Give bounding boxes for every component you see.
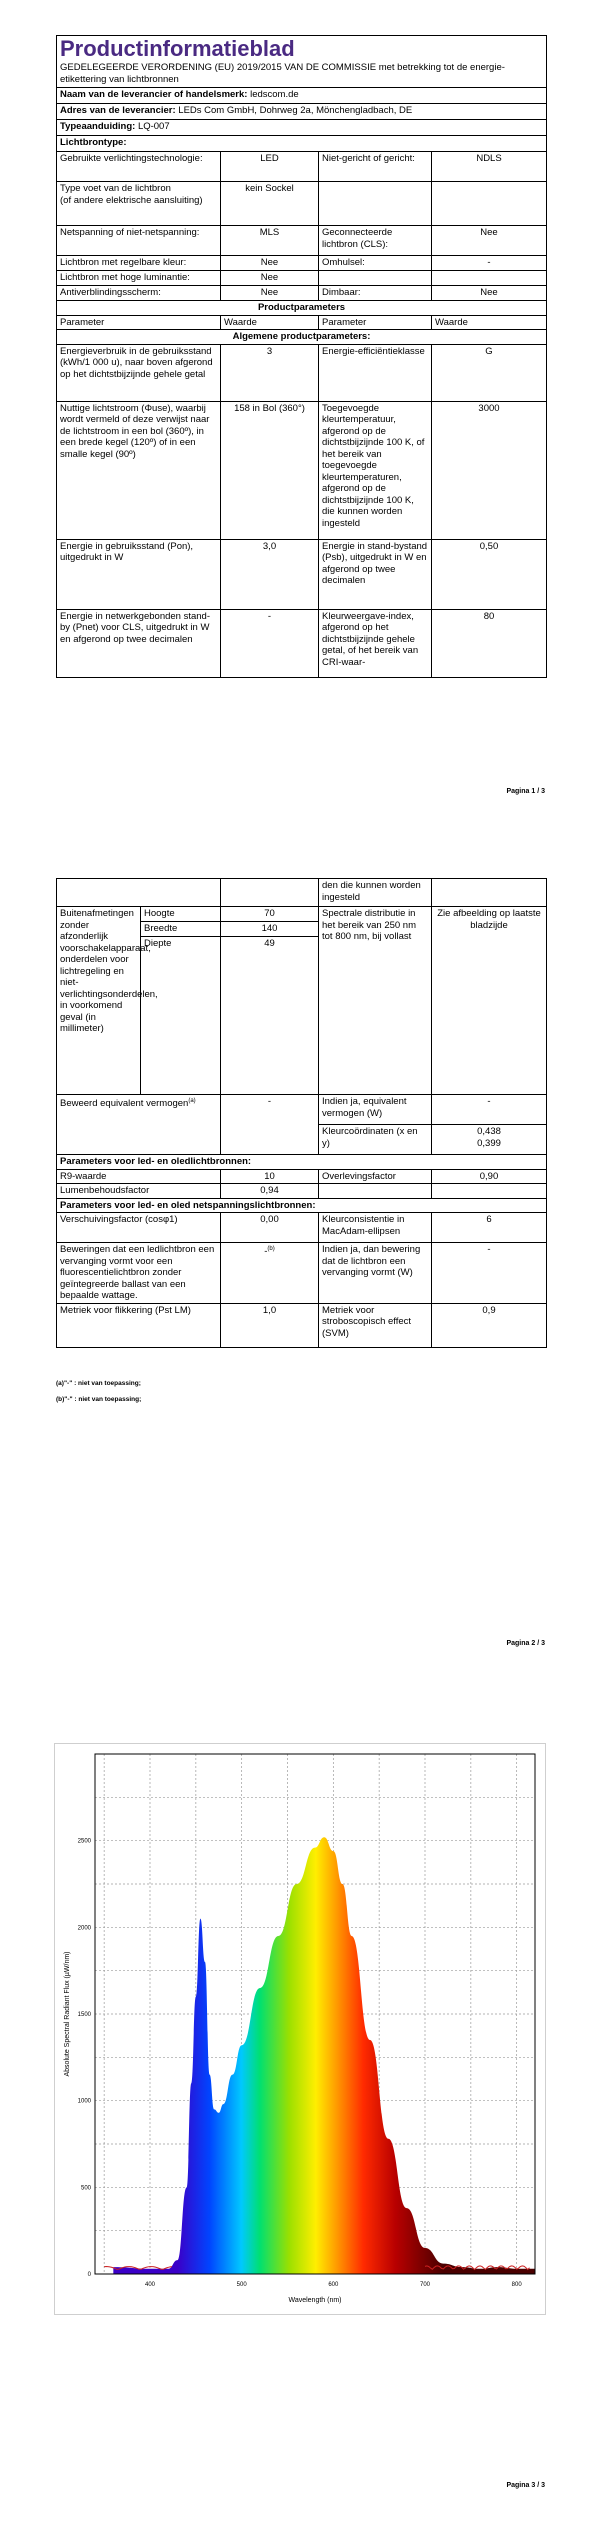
mains-params-header: Parameters voor led- en oled netspanningslichtbronnen: xyxy=(57,1198,547,1213)
lighttype-header: Lichtbrontype: xyxy=(57,136,547,152)
footnote-a-ref: (a) xyxy=(188,1098,196,1104)
lumen-maintenance-value: 0,94 xyxy=(221,1184,319,1199)
survival-factor-label: Overlevingsfactor xyxy=(319,1169,432,1184)
x-tick-label: 400 xyxy=(144,2282,156,2288)
efficiency-class-label: Energie-efficiëntieklasse xyxy=(319,344,432,401)
luminous-flux-label: Nuttige lichtstroom (Φuse), waarbij wordt vermeld of deze verwijst naar de lichtstroom in een bol (360º), in een brede kegel (120º) of in een smalle kegel (90º) xyxy=(57,401,221,539)
params-header: Productparameters xyxy=(57,301,547,316)
equivalent-watt-value: - xyxy=(432,1095,547,1125)
stroboscopic-label: Metriek voor stroboscopisch effect (SVM) xyxy=(319,1303,432,1347)
chromaticity-label: Kleurcoördinaten (x en y) xyxy=(319,1125,432,1155)
x-axis-label: Wavelength (nm) xyxy=(288,2297,342,2304)
directional-value: NDLS xyxy=(432,152,547,182)
spectral-distribution-chart xyxy=(55,1744,543,2312)
r9-value: 10 xyxy=(221,1169,319,1184)
energy-consumption-label: Energieverbruik in de gebruiksstand (kWh/1 000 u), naar boven afgerond op het dichtstbijzijnde gehele getal xyxy=(57,344,221,401)
document-title: Productinformatieblad xyxy=(60,36,295,61)
spectral-distribution-value: Zie afbeelding op laatste bladzijde xyxy=(432,907,547,1095)
network-standby-value: - xyxy=(221,609,319,677)
cri-value: 80 xyxy=(432,609,547,677)
energy-consumption-value: 3 xyxy=(221,344,319,401)
replacement-claim-label: Indien ja, dan bewering dat de lichtbron een vervanging vormt (W) xyxy=(319,1243,432,1304)
address-value: LEDs Com GmbH, Dohrweg 2a, Mönchengladbach, DE xyxy=(178,105,413,116)
network-standby-label: Energie in netwerkgebonden stand-by (Pnet) voor CLS, uitgedrukt in W en afgerond op twee decimalen xyxy=(57,609,221,677)
cap-type-value: kein Sockel xyxy=(221,182,319,226)
height-label: Hoogte xyxy=(141,907,221,922)
info-table-header xyxy=(56,35,547,152)
y-tick-label: 2000 xyxy=(77,1925,91,1932)
col-value-2: Waarde xyxy=(432,315,547,330)
page-footer-1: Pagina 1 / 3 xyxy=(506,788,545,795)
stroboscopic-value: 0,9 xyxy=(432,1303,547,1347)
y-tick-label: 2500 xyxy=(77,1838,91,1845)
x-tick-label: 800 xyxy=(511,2282,522,2288)
spectrum-chart-frame xyxy=(54,1743,546,2315)
y-axis-label: Absolute Spectral Radiant Flux (µW/nm) xyxy=(64,1951,71,2077)
mains-value: MLS xyxy=(221,226,319,256)
on-mode-power-value: 3,0 xyxy=(221,539,319,609)
depth-value: 49 xyxy=(221,937,319,1095)
page-1 xyxy=(0,0,595,820)
y-tick-label: 1000 xyxy=(77,2098,91,2105)
r9-label: R9-waarde xyxy=(57,1169,221,1184)
y-axis-ticks xyxy=(78,1839,92,2278)
equivalent-watt-label: Indien ja, equivalent vermogen (W) xyxy=(319,1095,432,1125)
displacement-factor-label: Verschuivingsfactor (cosφ1) xyxy=(57,1213,221,1243)
cls-value: Nee xyxy=(432,226,547,256)
dimmable-label: Dimbaar: xyxy=(319,286,432,301)
technology-label: Gebruikte verlichtingstechnologie: xyxy=(57,152,221,182)
technology-value: LED xyxy=(221,152,319,182)
macadam-value: 6 xyxy=(432,1213,547,1243)
col-param-2: Parameter xyxy=(319,315,432,330)
luminous-flux-value: 158 in Bol (360°) xyxy=(221,401,319,539)
cri-continued: den die kunnen worden ingesteld xyxy=(319,879,432,907)
high-luminance-value: Nee xyxy=(221,271,319,286)
led-params-header: Parameters voor led- en oledlichtbronnen: xyxy=(57,1155,547,1170)
chromaticity-value xyxy=(432,1125,547,1155)
fluorescent-claim-label: Beweringen dat een ledlichtbron een vervanging vormt voor een fluorescentielichtbron zonder geïntegreerde ballast van een bepaalde wattage. xyxy=(57,1243,221,1304)
on-mode-power-label: Energie in gebruiksstand (Pon), uitgedrukt in W xyxy=(57,539,221,609)
cri-label: Kleurweergave-index, afgerond op het dichtstbijzijnde gehele getal, of het bereik van CRI-waar- xyxy=(319,609,432,677)
address-label: Adres van de leverancier: xyxy=(60,105,176,116)
x-tick-label: 500 xyxy=(236,2282,247,2288)
mains-label: Netspanning of niet-netspanning: xyxy=(57,226,221,256)
cls-label: Geconnecteerde lichtbron (CLS): xyxy=(319,226,432,256)
y-tick-label: 0 xyxy=(87,2272,91,2278)
product-table xyxy=(56,151,547,678)
footnote-b: (b)"-" : niet van toepassing; xyxy=(56,1396,142,1403)
document-body xyxy=(56,35,546,678)
width-value: 140 xyxy=(221,922,319,937)
survival-factor-value: 0,90 xyxy=(432,1169,547,1184)
model-value: LQ-007 xyxy=(137,121,170,132)
antiglare-label: Antiverblindingsscherm: xyxy=(57,286,221,301)
y-tick-label: 1500 xyxy=(77,2012,91,2018)
height-value: 70 xyxy=(221,907,319,922)
x-axis-ticks xyxy=(145,2282,522,2288)
efficiency-class-value: G xyxy=(432,344,547,401)
tunable-label: Lichtbron met regelbare kleur: xyxy=(57,256,221,271)
standby-power-label: Energie in stand-bystand (Psb), uitgedrukt in W en afgerond op twee decimalen xyxy=(319,539,432,609)
chromaticity-x: 0,438 xyxy=(477,1126,501,1137)
page-footer-3: Pagina 3 / 3 xyxy=(506,2482,545,2489)
supplier-label: Naam van de leverancier of handelsmerk: xyxy=(60,89,248,100)
general-params-header: Algemene productparameters: xyxy=(57,330,547,345)
product-table-continued xyxy=(56,878,547,1348)
standby-power-value: 0,50 xyxy=(432,539,547,609)
dimmable-value: Nee xyxy=(432,286,547,301)
equivalent-power-value: - xyxy=(221,1095,319,1155)
antiglare-value: Nee xyxy=(221,286,319,301)
depth-label: Diepte xyxy=(141,937,221,1095)
color-temperature-label: Toegevoegde kleurtemperatuur, afgerond op de dichtstbijzijnde 100 K, of het bereik van toegevoegde kleurtemperaturen, afgerond op de dichtstbijzijnde 100 K, die kunnen worden ingesteld xyxy=(319,401,432,539)
color-temperature-value: 3000 xyxy=(432,401,547,539)
supplier-value: ledscom.de xyxy=(250,89,299,100)
fluorescent-claim-value: -$^{(b)}$ xyxy=(221,1243,319,1304)
macadam-label: Kleurconsistentie in MacAdam-ellipsen xyxy=(319,1213,432,1243)
width-label: Breedte xyxy=(141,922,221,937)
y-tick-label: 500 xyxy=(80,2185,91,2192)
equivalent-power-label: Beweerd equivalent vermogen$^{(a)}$ xyxy=(57,1095,221,1155)
tunable-value: Nee xyxy=(221,256,319,271)
footnote-a: (a)"-" : niet van toepassing; xyxy=(56,1380,141,1387)
model-label: Typeaanduiding: xyxy=(60,121,136,132)
envelope-label: Omhulsel: xyxy=(319,256,432,271)
cap-type-label: Type voet van de lichtbron (of andere elektrische aansluiting) xyxy=(57,182,221,226)
chromaticity-y: 0,399 xyxy=(477,1137,501,1149)
spectral-distribution-label: Spectrale distributie in het bereik van 250 nm tot 800 nm, bij vollast xyxy=(319,907,432,1095)
high-luminance-label: Lichtbron met hoge luminantie: xyxy=(57,271,221,286)
outer-dimensions-label: Buitenafmetingen zonder afzonderlijk voorschakelapparaat, onderdelen voor lichtregeling en niet-verlichtingsonderdelen, in voorkomend geval (in millimeter) xyxy=(57,907,141,1095)
x-tick-label: 600 xyxy=(328,2282,339,2288)
spectrum-area xyxy=(113,1837,535,2274)
page-2 xyxy=(0,878,595,1678)
regulation-intro: GEDELEGEERDE VERORDENING (EU) 2019/2015 VAN DE COMMISSIE met betrekking tot de energie-etikettering van lichtbronnen xyxy=(60,62,505,85)
displacement-factor-value: 0,00 xyxy=(221,1213,319,1243)
lumen-maintenance-label: Lumenbehoudsfactor xyxy=(57,1184,221,1199)
envelope-value: - xyxy=(432,256,547,271)
x-tick-label: 700 xyxy=(419,2282,431,2288)
footnote-b-ref: (b) xyxy=(267,1246,275,1252)
col-value-1: Waarde xyxy=(221,315,319,330)
col-param-1: Parameter xyxy=(57,315,221,330)
replacement-claim-value: - xyxy=(432,1243,547,1304)
page-footer-2: Pagina 2 / 3 xyxy=(506,1640,545,1647)
document-body-2 xyxy=(56,878,546,1348)
directional-label: Niet-gericht of gericht: xyxy=(319,152,432,182)
flicker-label: Metriek voor flikkering (Pst LM) xyxy=(57,1303,221,1347)
flicker-value: 1,0 xyxy=(221,1303,319,1347)
